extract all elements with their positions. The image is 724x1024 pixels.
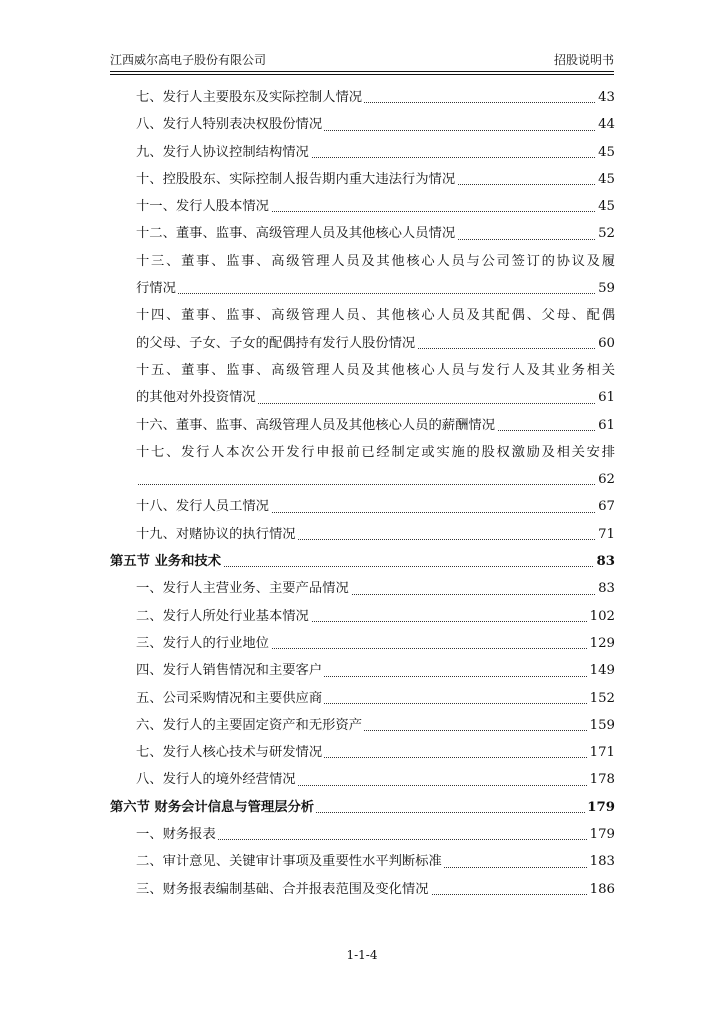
toc-entry-page: 59 bbox=[596, 275, 615, 302]
toc-entry[interactable] bbox=[110, 821, 615, 848]
toc-entry-title: 十七、发行人本次公开发行申报前已经制定或实施的股权激励及相关安排 bbox=[136, 439, 617, 466]
toc-entry-title: 十四、董事、监事、高级管理人员、其他核心人员及其配偶、父母、配偶 bbox=[136, 302, 617, 329]
toc-entry[interactable] bbox=[110, 166, 615, 193]
toc-entry-page: 186 bbox=[588, 876, 615, 903]
toc-entry-page: 183 bbox=[588, 848, 615, 875]
document-title: 招股说明书 bbox=[553, 53, 614, 67]
toc-entry-title: 七、发行人主要股东及实际控制人情况 bbox=[136, 90, 363, 105]
table-of-contents bbox=[110, 84, 615, 903]
toc-entry-page: 45 bbox=[596, 166, 615, 193]
toc-entry-page: 83 bbox=[596, 575, 615, 602]
toc-entry-title: 第六节 财务会计信息与管理层分析 bbox=[110, 799, 315, 815]
toc-entry[interactable] bbox=[110, 848, 615, 875]
toc-entry[interactable] bbox=[110, 739, 615, 766]
toc-entry-title bbox=[136, 472, 138, 487]
toc-entry[interactable] bbox=[110, 630, 615, 657]
toc-entry-title: 五、公司采购情况和主要供应商 bbox=[136, 690, 323, 706]
toc-entry[interactable] bbox=[110, 466, 615, 493]
toc-entry-title: 六、发行人的主要固定资产和无形资产 bbox=[136, 717, 363, 733]
toc-entry-title: 一、财务报表 bbox=[136, 827, 216, 843]
toc-entry-title: 三、发行人的行业地位 bbox=[136, 635, 269, 651]
toc-entry-page: 52 bbox=[596, 220, 615, 247]
toc-entry-page: 102 bbox=[588, 603, 615, 630]
toc-entry[interactable] bbox=[110, 493, 615, 520]
toc-entry-title: 二、发行人所处行业基本情况 bbox=[136, 608, 309, 624]
toc-entry-title: 的父母、子女、子女的配偶持有发行人股份情况 bbox=[136, 335, 416, 351]
toc-entry[interactable] bbox=[110, 657, 615, 684]
toc-entry-page: 178 bbox=[588, 766, 615, 793]
toc-entry-page: 149 bbox=[588, 657, 615, 684]
toc-entry-title: 的其他对外投资情况 bbox=[136, 390, 256, 406]
toc-entry-page: 152 bbox=[588, 685, 615, 712]
toc-entry[interactable] bbox=[110, 248, 615, 275]
toc-entry[interactable] bbox=[110, 439, 615, 466]
toc-entry[interactable] bbox=[110, 357, 615, 384]
toc-entry[interactable] bbox=[110, 139, 615, 166]
company-name: 江西威尔高电子股份有限公司 bbox=[110, 53, 267, 67]
toc-entry[interactable] bbox=[110, 876, 615, 903]
toc-entry-title: 十二、董事、监事、高级管理人员及其他核心人员情况 bbox=[136, 226, 456, 242]
toc-entry-title: 第五节 业务和技术 bbox=[110, 554, 222, 570]
toc-entry[interactable] bbox=[110, 603, 615, 630]
toc-leader-dots bbox=[136, 293, 615, 294]
toc-entry[interactable] bbox=[110, 412, 615, 439]
toc-entry-page: 44 bbox=[596, 111, 615, 138]
toc-entry-page: 159 bbox=[588, 712, 615, 739]
toc-leader-dots bbox=[136, 484, 615, 485]
toc-entry-page: 45 bbox=[596, 139, 615, 166]
toc-entry[interactable] bbox=[110, 712, 615, 739]
toc-entry-page: 83 bbox=[594, 548, 615, 575]
toc-entry[interactable] bbox=[110, 330, 615, 357]
toc-entry-page: 179 bbox=[588, 821, 615, 848]
toc-entry[interactable] bbox=[110, 275, 615, 302]
toc-entry-title: 十五、董事、监事、高级管理人员及其他核心人员与发行人及其业务相关 bbox=[136, 357, 617, 384]
toc-entry-page: 61 bbox=[596, 412, 615, 439]
toc-entry-page: 60 bbox=[596, 330, 615, 357]
toc-entry[interactable] bbox=[110, 84, 615, 111]
toc-entry-title: 十六、董事、监事、高级管理人员及其他核心人员的薪酬情况 bbox=[136, 417, 496, 433]
toc-entry-title: 十三、董事、监事、高级管理人员及其他核心人员与公司签订的协议及履 bbox=[136, 248, 617, 275]
toc-entry[interactable] bbox=[110, 384, 615, 411]
toc-entry[interactable] bbox=[110, 794, 615, 821]
toc-entry-title: 二、审计意见、关键审计事项及重要性水平判断标准 bbox=[136, 854, 442, 870]
toc-entry[interactable] bbox=[110, 302, 615, 329]
toc-entry-page: 67 bbox=[596, 493, 615, 520]
toc-entry[interactable] bbox=[110, 193, 615, 220]
toc-entry-page: 71 bbox=[596, 521, 615, 548]
toc-entry-title: 十一、发行人股本情况 bbox=[136, 199, 269, 215]
toc-entry-title: 一、发行人主营业务、主要产品情况 bbox=[136, 581, 349, 597]
toc-entry-title: 三、财务报表编制基础、合并报表范围及变化情况 bbox=[136, 881, 429, 897]
toc-entry-title: 四、发行人销售情况和主要客户 bbox=[136, 663, 323, 679]
toc-entry[interactable] bbox=[110, 766, 615, 793]
toc-entry-page: 45 bbox=[596, 193, 615, 220]
toc-entry-title: 十、控股股东、实际控制人报告期内重大违法行为情况 bbox=[136, 171, 456, 187]
toc-entry-title: 十八、发行人员工情况 bbox=[136, 499, 269, 515]
toc-entry-page: 179 bbox=[585, 794, 615, 821]
toc-entry-title: 十九、对赌协议的执行情况 bbox=[136, 526, 296, 542]
page-number: 1-1-4 bbox=[346, 948, 378, 962]
header-rule-thin bbox=[110, 74, 614, 75]
toc-entry-title: 九、发行人协议控制结构情况 bbox=[136, 144, 309, 160]
header-rule-thick bbox=[110, 71, 614, 72]
toc-entry[interactable] bbox=[110, 521, 615, 548]
toc-entry[interactable] bbox=[110, 548, 615, 575]
toc-entry-title: 八、发行人的境外经营情况 bbox=[136, 772, 296, 788]
toc-entry-title: 七、发行人核心技术与研发情况 bbox=[136, 745, 323, 761]
toc-entry[interactable] bbox=[110, 220, 615, 247]
toc-entry[interactable] bbox=[110, 575, 615, 602]
page-header bbox=[110, 50, 614, 70]
toc-entry[interactable] bbox=[110, 111, 615, 138]
toc-entry[interactable] bbox=[110, 685, 615, 712]
toc-entry-title: 八、发行人特别表决权股份情况 bbox=[136, 117, 323, 133]
toc-entry-page: 61 bbox=[596, 384, 615, 411]
toc-entry-page: 43 bbox=[596, 84, 615, 111]
toc-entry-page: 171 bbox=[588, 739, 615, 766]
toc-entry-page: 129 bbox=[588, 630, 615, 657]
toc-entry-title: 行情况 bbox=[136, 281, 176, 297]
toc-entry-page: 62 bbox=[596, 466, 615, 493]
